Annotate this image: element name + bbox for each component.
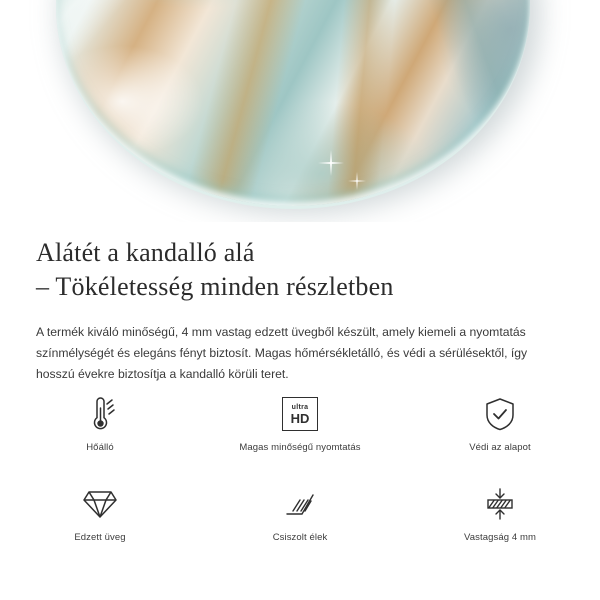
hd-label: HD [290, 410, 310, 426]
headline-line-2: – Tökéletesség minden részletben [36, 272, 394, 301]
description-paragraph: A termék kiváló minőségű, 4 mm vastag edzett üvegből készült, amely kiemeli a nyomtatás színmélységét és elegáns fényt biztosít. Magas hőmérsékletálló, és védi a sérülésektől, így hosszú évekre biztosítja a kandalló körüli teret. [36, 325, 528, 381]
hero-image [0, 0, 600, 222]
feature-label: Hőálló [86, 442, 114, 453]
feature-grid [0, 392, 600, 560]
feature-label: Csiszolt élek [272, 532, 328, 543]
feature-label: Vastagság 4 mm [464, 532, 536, 543]
feature-protects-base [400, 392, 600, 470]
feature-heat-resistant [0, 392, 200, 470]
feature-print-quality [200, 392, 400, 470]
thermometer-icon [83, 392, 117, 436]
feature-label: Magas minőségű nyomtatás [239, 442, 361, 453]
feature-polished-edges [200, 482, 400, 560]
ultra-label: ultra [291, 403, 309, 411]
headline-line-1: Alátét a kandalló alá [36, 238, 255, 267]
feature-label: Védi az alapot [469, 442, 531, 453]
feature-thickness [400, 482, 600, 560]
polished-edges-icon [282, 482, 318, 526]
diamond-icon [81, 482, 119, 526]
ultra-hd-icon [282, 392, 318, 436]
feature-label: Edzett üveg [74, 532, 126, 543]
page-title [0, 222, 600, 304]
text-content [0, 222, 600, 385]
shield-check-icon [483, 392, 517, 436]
thickness-icon [480, 482, 520, 526]
feature-tempered-glass [0, 482, 200, 560]
